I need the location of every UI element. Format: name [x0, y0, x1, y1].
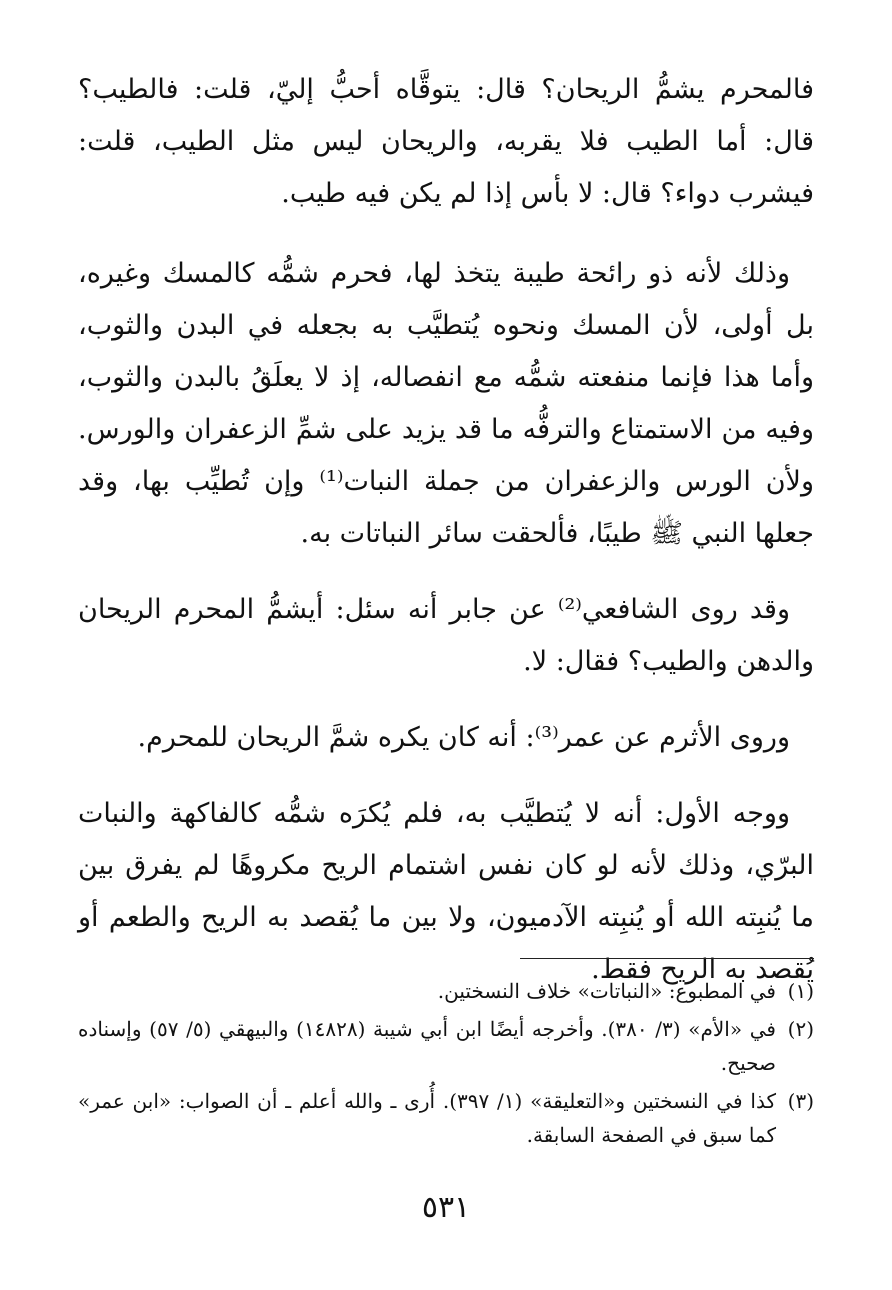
footnote-2	[78, 1012, 814, 1080]
paragraph-5: ووجه الأول: أنه لا يُتطيَّب به، فلم يُكرَه شمُّه كالفاكهة والنبات البرّي، وذلك لأنه لو كان نفس اشتمام الريح مكروهًا لم يفرق بين ما يُنبِته الله أو يُنبِته الآدميون، ولا بين ما يُقصد به الريح والطعم أو يُقصد به الريح فقط.	[78, 798, 814, 985]
paragraph-3: وقد روى الشافعي⁽²⁾ عن جابر أنه سئل: أيشمُّ المحرم الريحان والدهن والطيب؟ فقال: لا.	[78, 594, 814, 677]
footnote-number: (٣)	[787, 1089, 814, 1113]
footnote-divider	[520, 958, 814, 959]
paragraph-2: وذلك لأنه ذو رائحة طيبة يتخذ لها، فحرم شمُّه كالمسك وغيره، بل أولى، لأن المسك ونحوه يُتطيَّب به بجعله في البدن والثوب، وأما هذا فإنما منفعته شمُّه مع انفصاله، إذ لا يعلَقُ بالبدن والثوب، وفيه من الاستمتاع والترفُّه ما قد يزيد على شمِّ الزعفران والورس. ولأن الورس والزعفران من جملة النبات⁽¹⁾ وإن تُطيِّب بها، وقد جعلها النبي ﷺ طيبًا، فألحقت سائر النباتات به.	[78, 258, 814, 549]
footnote-number: (١)	[787, 979, 814, 1003]
footnote-text: في «الأم» (٣/ ٣٨٠). وأخرجه أيضًا ابن أبي شيبة (١٤٨٢٨) والبيهقي (٥/ ٥٧) وإسناده صحيح.	[78, 1017, 776, 1075]
footnote-1	[78, 974, 814, 1008]
footnote-number: (٢)	[787, 1017, 814, 1041]
footnote-3	[78, 1084, 814, 1152]
paragraph-1: فالمحرم يشمُّ الريحان؟ قال: يتوقَّاه أحبُّ إليّ، قلت: فالطيب؟ قال: أما الطيب فلا يقربه، والريحان ليس مثل الطيب، قلت: فيشرب دواء؟ قال: لا بأس إذا لم يكن فيه طيب.	[78, 74, 814, 209]
footnote-text: كذا في النسختين و«التعليقة» (١/ ٣٩٧). أُرى ـ والله أعلم ـ أن الصواب: «ابن عمر» كما سبق في الصفحة السابقة.	[78, 1089, 776, 1147]
main-text	[78, 64, 814, 1020]
footnote-text: في المطبوع: «النباتات» خلاف النسختين.	[437, 979, 776, 1003]
page-number: ٥٣١	[421, 1190, 471, 1225]
footnotes	[78, 974, 814, 1156]
paragraph-4: وروى الأثرم عن عمر⁽³⁾: أنه كان يكره شمَّ الريحان للمحرم.	[137, 722, 790, 753]
